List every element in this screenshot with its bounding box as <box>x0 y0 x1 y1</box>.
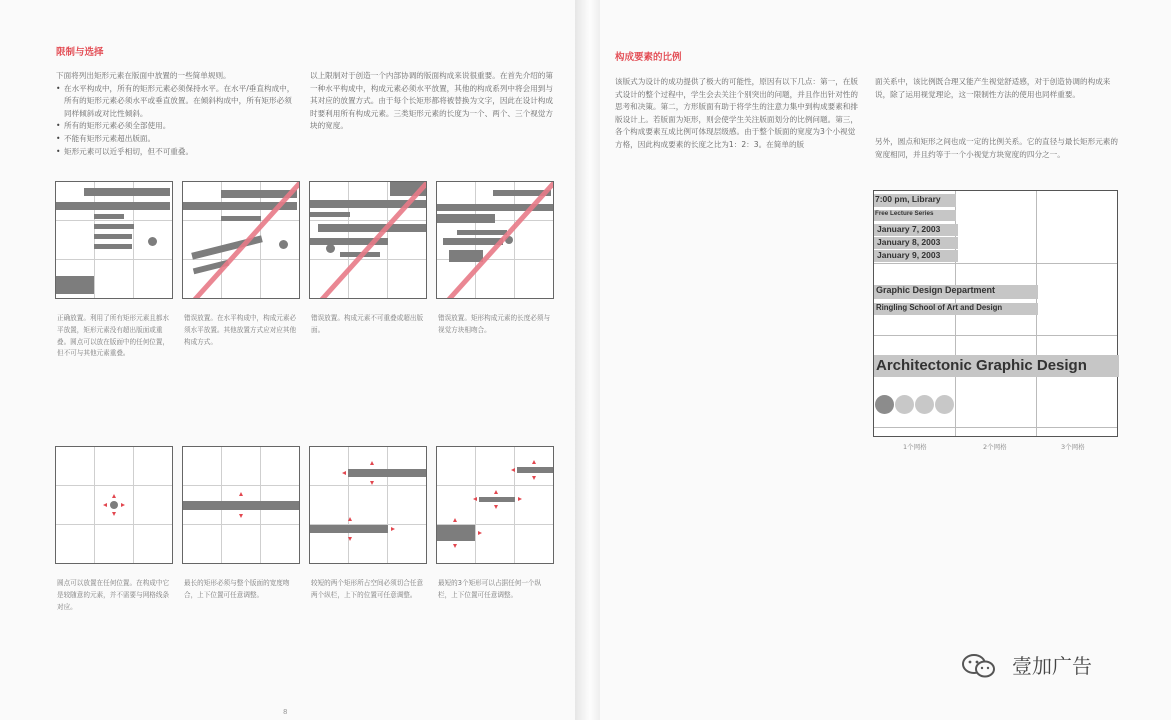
bar <box>84 188 170 196</box>
arrow-down-icon <box>453 544 457 548</box>
bar <box>517 467 553 473</box>
arrow-up-icon <box>494 490 498 494</box>
diagram-short-bars <box>436 446 554 564</box>
right-column-1: 该版式为设计的成功提供了极大的可能性，原因有以下几点：第一，在版式设计的整个过程中，学生会去关注个别突出的问题，并且作出针对性的思考和决策。第二，方形版面有助于将学生的注意力集中到构成要素和排版设计上。若版面为矩形，则会使学生关注版面划分的比例问题。第三，各个构成要素互成比例可体现层级感。由于整个版面的宽度为3个小视觉方格，因此构成要素的长度之比为1：2：3。在简单的版 <box>615 77 858 149</box>
bar <box>457 230 507 235</box>
left-heading: 限制与选择 <box>56 47 104 58</box>
bar <box>310 525 388 533</box>
poster-dot <box>875 395 894 414</box>
poster-school: Ringling School of Art and Design <box>874 303 1038 315</box>
arrow-left-icon <box>473 497 477 501</box>
arrow-left-icon <box>511 468 515 472</box>
caption-8: 最短的3个矩形可以占据任何一个纵栏，上下位置可任意调整。 <box>438 579 542 599</box>
poster-date: January 8, 2003 <box>874 237 958 249</box>
poster-time: 7:00 pm, Library <box>874 194 956 207</box>
arrow-up-icon <box>370 461 374 465</box>
bar <box>56 276 94 294</box>
caption-1: 正确放置。利用了所有矩形元素且都水平放置，矩形元素没有超出版面或重叠。圆点可以放在版面中的任何位置，但不可与其他元素重叠。 <box>57 314 170 358</box>
poster-series: Free Lecture Series <box>874 210 956 221</box>
arrow-right-icon <box>391 527 395 531</box>
watermark-text: 壹加广告 <box>1012 654 1092 678</box>
page-number: 8 <box>283 708 288 716</box>
wechat-icon <box>960 652 1000 680</box>
arrow-up-icon <box>239 492 243 496</box>
arrow-left-icon <box>103 503 107 507</box>
arrow-up-icon <box>453 518 457 522</box>
arrow-down-icon <box>494 505 498 509</box>
left-column-2: 以上限制对于创造一个内部协调的版面构成来说很重要。在首先介绍的第一种水平构成中，构成元素必须水平放置，其他的构成系列中将会用到与其对应的放置方式。由于每个长矩形都将被替换为文字，因此在设计构成时要利用所有构成元素。三类矩形元素的长度为一个、两个、三个视觉方块的宽度。 <box>310 71 553 131</box>
arrow-left-icon <box>342 471 346 475</box>
poster-dot <box>935 395 954 414</box>
rule-item: • 矩形元素可以近乎相切，但不可重叠。 <box>56 146 296 159</box>
poster-dot <box>915 395 934 414</box>
bar <box>94 234 132 239</box>
poster-date: January 7, 2003 <box>874 224 958 236</box>
bar <box>94 244 132 249</box>
column-label: 2个网格 <box>983 443 1007 451</box>
rule-item: • 不能有矩形元素超出版面。 <box>56 133 296 146</box>
diagram-dot-placement <box>55 446 173 564</box>
arrow-down-icon <box>532 476 536 480</box>
arrow-down-icon <box>239 514 243 518</box>
rules-intro: 下面将列出矩形元素在版面中放置的一些简单规则。 <box>56 71 231 80</box>
diagram-wrong-overlap <box>309 181 427 299</box>
diagram-wrong-tilted <box>182 181 300 299</box>
caption-5: 圆点可以放置在任何位置。在构成中它是较随意的元素，并不需要与网格线条对应。 <box>57 579 170 611</box>
column-label: 1个网格 <box>903 443 927 451</box>
bar <box>437 214 495 223</box>
caption-7: 较短的两个矩形所占空间必须切合任意两个纵栏，上下的位置可任意调整。 <box>311 579 424 599</box>
diagram-wrong-length <box>436 181 554 299</box>
bar <box>56 202 170 210</box>
caption-6: 最长的矩形必须与整个版面的宽度吻合，上下位置可任意调整。 <box>184 579 290 599</box>
rules-list <box>56 83 296 159</box>
poster-example <box>873 190 1118 437</box>
dot <box>148 237 157 246</box>
rule-item: • 所有的矩形元素必须全部使用。 <box>56 120 296 133</box>
bar <box>437 525 475 541</box>
poster-dot <box>895 395 914 414</box>
right-column-2a: 面关系中，该比例既合理又能产生视觉舒适感，对于创造协调的构成来说，除了运用视觉理论，这一限制性方法的使用也同样重要。 <box>875 77 1111 99</box>
arrow-up-icon <box>532 460 536 464</box>
diagram-long-bar <box>182 446 300 564</box>
arrow-down-icon <box>112 512 116 516</box>
arrow-up-icon <box>348 517 352 521</box>
bar <box>221 216 261 221</box>
right-column-2b: 另外，圆点和矩形之间也成一定的比例关系。它的直径与最长矩形元素的宽度相同，并且约等于一个小视觉方块宽度的四分之一。 <box>875 137 1118 159</box>
bar <box>310 212 350 217</box>
dot <box>279 240 288 249</box>
bar <box>449 250 483 262</box>
bar <box>94 214 124 219</box>
bar <box>318 224 426 232</box>
arrow-down-icon <box>370 481 374 485</box>
poster-title: Architectonic Graphic Design <box>874 355 1119 377</box>
right-heading: 构成要素的比例 <box>615 52 682 63</box>
caption-4: 错误放置。矩形构成元素的长度必须与视觉方块相吻合。 <box>438 314 551 334</box>
column-label: 3个网格 <box>1061 443 1085 451</box>
diagram-correct-placement <box>55 181 173 299</box>
dot <box>326 244 335 253</box>
diagram-medium-bars <box>309 446 427 564</box>
caption-2: 错误放置。在水平构成中，构成元素必须水平放置。其他放置方式应对应其他构成方式。 <box>184 314 297 346</box>
bar <box>348 469 426 477</box>
bar <box>94 224 134 229</box>
poster-date: January 9, 2003 <box>874 250 958 262</box>
arrow-right-icon <box>478 531 482 535</box>
rules-block <box>56 70 296 158</box>
arrow-right-icon <box>518 497 522 501</box>
arrow-up-icon <box>112 494 116 498</box>
rule-item: • 在水平构成中，所有的矩形元素必须保持水平。在水平/垂直构成中，所有的矩形元素必须水平或垂直放置。在倾斜构成中，所有矩形必须同样倾斜或对比性倾斜。 <box>56 83 296 121</box>
arrow-right-icon <box>121 503 125 507</box>
poster-department: Graphic Design Department <box>874 285 1038 299</box>
dot <box>110 501 118 509</box>
bar <box>183 501 299 510</box>
page-gutter <box>575 0 600 720</box>
arrow-down-icon <box>348 537 352 541</box>
caption-3: 错误放置。构成元素不可重叠或超出版面。 <box>311 314 424 334</box>
bar <box>479 497 515 502</box>
